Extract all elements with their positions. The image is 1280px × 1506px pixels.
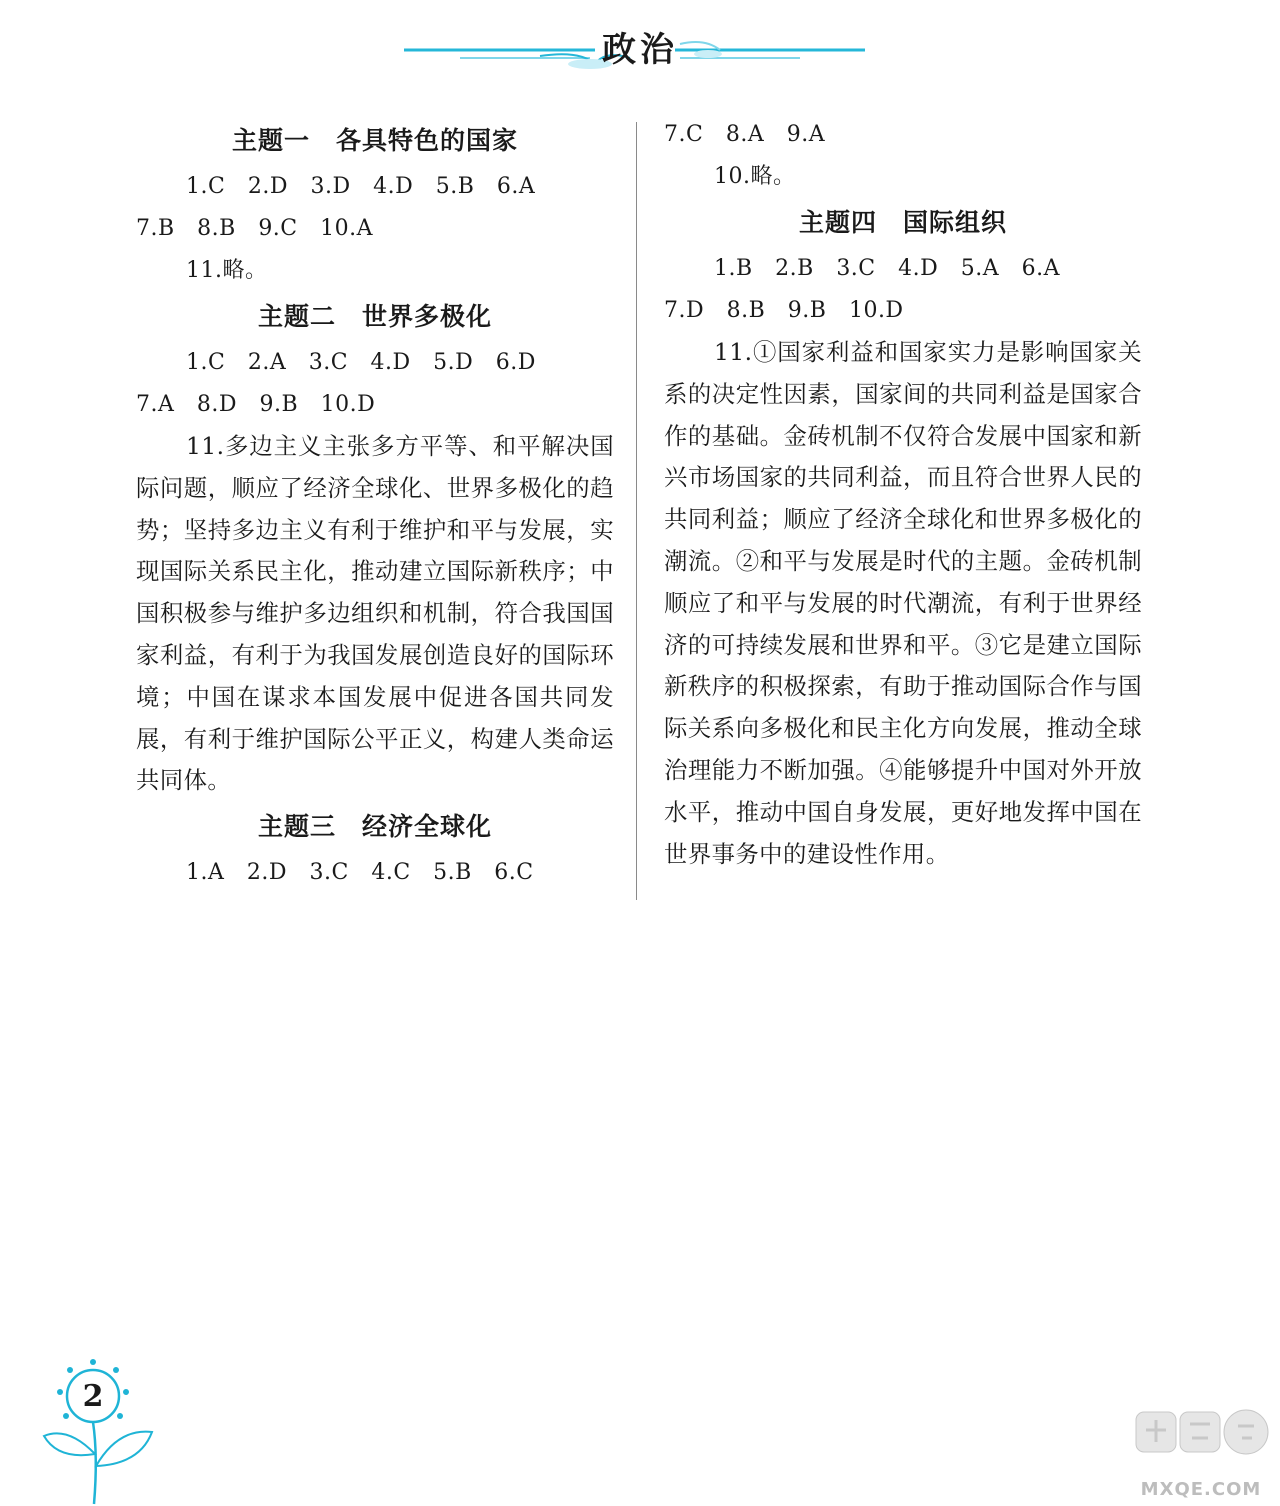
answer-line: 7.A 8.D 9.B 10.D — [136, 392, 376, 417]
watermark — [1128, 1402, 1274, 1506]
answer-line: 10.略。 — [714, 164, 796, 189]
left-column — [136, 118, 614, 894]
answer-line: 7.D 8.B 9.B 10.D — [664, 298, 904, 323]
answer-line: 1.C 2.A 3.C 4.D 5.D 6.D — [186, 350, 536, 375]
page-header — [0, 0, 1280, 90]
page-title: 政治 — [602, 30, 678, 70]
column-divider — [636, 122, 637, 900]
answer-line: 1.B 2.B 3.C 4.D 5.A 6.A — [714, 256, 1061, 281]
answer-paragraph: 11.①国家利益和国家实力是影响国家关系的决定性因素，国家间的共同利益是国家合作的基础。金砖机制不仅符合发展中国家和新兴市场国家的共同利益，而且符合世界人民的共同利益；顺应了经济全球化和世界多极化的潮流。②和平与发展是时代的主题。金砖机制顺应了和平与发展的时代潮流，有利于世界经济的可持续发展和世界和平。③它是建立国际新秩序的积极探索，有助于推动国际合作与国际关系向多极化和民主化方向发展，推动全球治理能力不断加强。④能够提升中国对外开放水平，推动中国自身发展，更好地发挥中国在世界事务中的建设性作用。 — [664, 338, 1142, 868]
right-column — [664, 118, 1142, 875]
watermark-text: MXQE.COM — [1140, 1479, 1262, 1500]
section-title-2: 主题二 世界多极化 — [257, 302, 492, 331]
answer-line: 1.C 2.D 3.D 4.D 5.B 6.A — [186, 174, 536, 199]
answer-paragraph: 11.多边主义主张多方平等、和平解决国际问题，顺应了经济全球化、世界多极化的趋势；坚持多边主义有利于维护和平与发展，实现国际关系民主化，推动建立国际新秩序；中国积极参与维护多边组织和机制，符合我国国家利益，有利于为我国发展创造良好的国际环境；中国在谋求本国发展中促进各国共同发展，有利于维护国际公平正义，构建人类命运共同体。 — [136, 432, 614, 795]
answer-line: 11.略。 — [186, 258, 268, 283]
flower-icon — [40, 1356, 170, 1506]
page-number: 2 — [82, 1379, 104, 1414]
answer-line: 7.C 8.A 9.A — [664, 122, 826, 147]
section-title-4: 主题四 国际组织 — [798, 208, 1007, 237]
section-title-3: 主题三 经济全球化 — [257, 812, 492, 842]
section-title-1: 主题一 各具特色的国家 — [231, 126, 518, 155]
answer-line: 1.A 2.D 3.C 4.C 5.B 6.C — [186, 860, 534, 886]
watermark-logo-icon — [1130, 1402, 1270, 1474]
answer-line: 7.B 8.B 9.C 10.A — [136, 216, 374, 241]
